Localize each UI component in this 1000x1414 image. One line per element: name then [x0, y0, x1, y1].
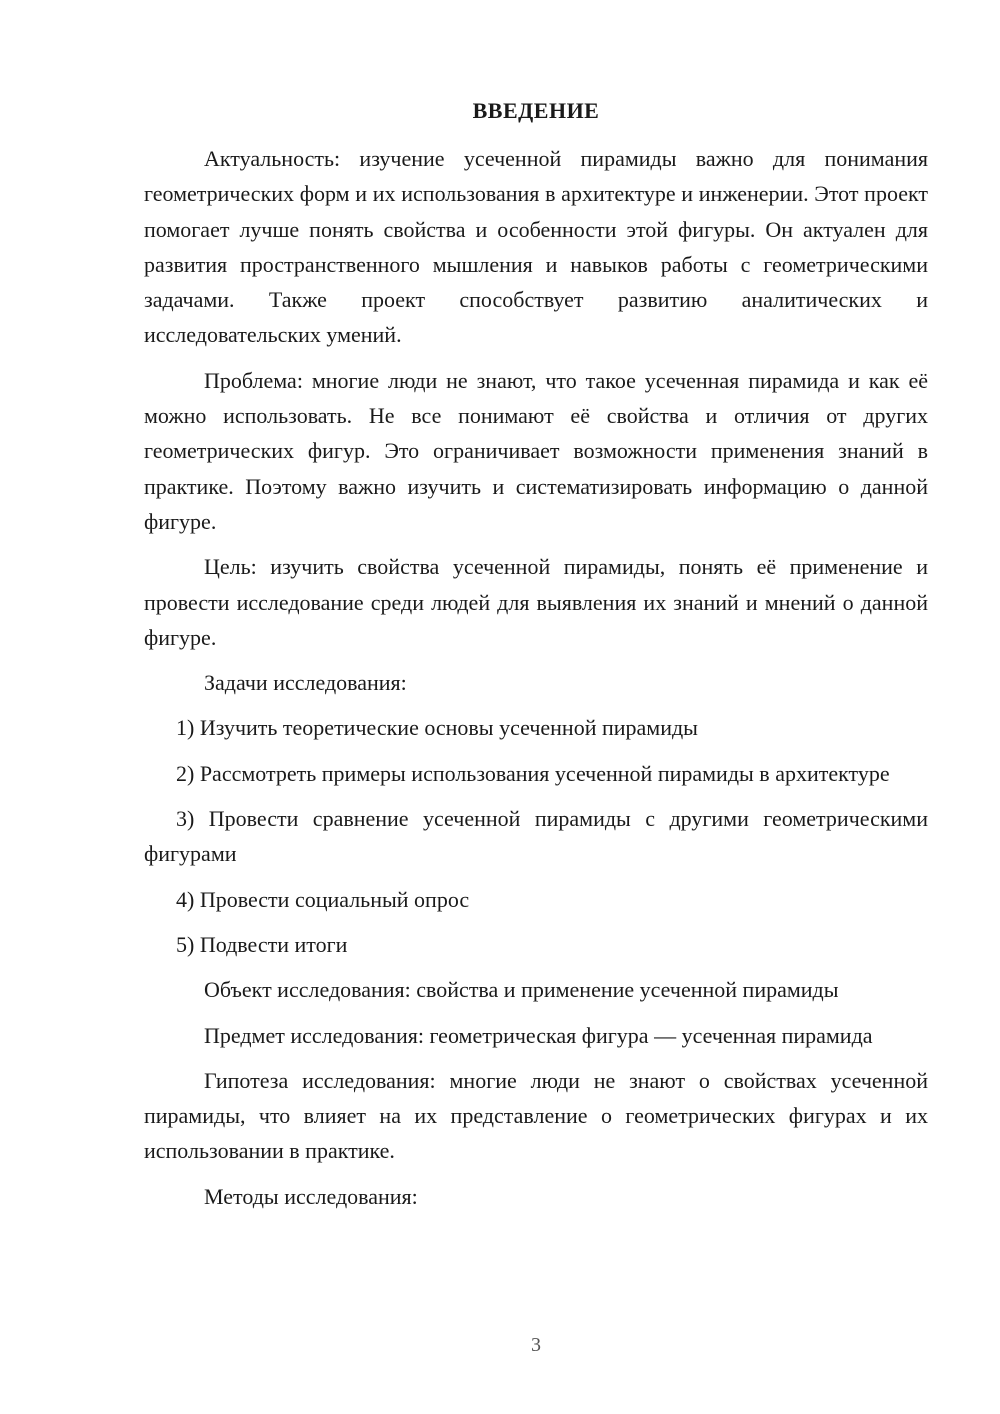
task-item-1: 1) Изучить теоретические основы усеченной пирамиды	[176, 715, 698, 741]
paragraph-subject: Предмет исследования: геометрическая фигура — усеченная пирамида	[204, 1022, 873, 1048]
document-body	[144, 141, 928, 1224]
paragraph-relevance: Актуальность: изучение усеченной пирамиды важно для понимания геометрических форм и их использования в архитектуре и инженерии. Этот проект помогает лучше понять свойства и особенности этой фигуры. Он актуален для развития пространственного мышления и навыков работы с геометрическими задачами. Также проект способствует развитию аналитических и исследовательских умений.	[144, 146, 928, 348]
paragraph-goal: Цель: изучить свойства усеченной пирамиды, понять её применение и провести исследование среди людей для выявления их знаний и мнений о данной фигуре.	[144, 554, 928, 650]
task-item-2: 2) Рассмотреть примеры использования усеченной пирамиды в архитектуре	[176, 760, 890, 786]
task-item-3: 3) Провести сравнение усеченной пирамиды с другими геометрическими фигурами	[144, 806, 928, 867]
page-number: 3	[531, 1334, 541, 1356]
paragraph-methods: Методы исследования:	[204, 1183, 418, 1209]
tasks-heading: Задачи исследования:	[204, 670, 407, 696]
page-title: ВВЕДЕНИЕ	[472, 98, 600, 123]
paragraph-object: Объект исследования: свойства и применение усеченной пирамиды	[204, 977, 839, 1003]
paragraph-problem: Проблема: многие люди не знают, что такое усеченная пирамида и как её можно использовать. Не все понимают её свойства и отличия от других геометрических фигур. Это ограничивает возможности применения знаний в практике. Поэтому важно изучить и систематизировать информацию о данной фигуре.	[144, 367, 928, 534]
document-page	[144, 0, 928, 1414]
task-item-5: 5) Подвести итоги	[176, 931, 348, 957]
paragraph-hypothesis: Гипотеза исследования: многие люди не знают о свойствах усеченной пирамиды, что влияет на их представление о геометрических фигурах и их использовании в практике.	[144, 1067, 928, 1164]
task-item-4: 4) Провести социальный опрос	[176, 886, 470, 912]
